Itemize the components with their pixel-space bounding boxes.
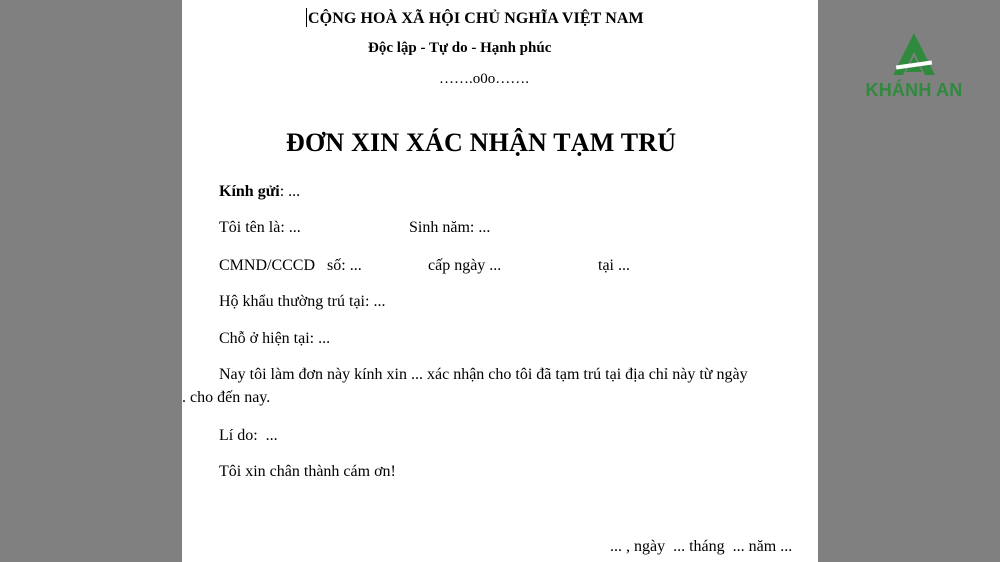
recipient-label: Kính gửi bbox=[219, 183, 280, 200]
document-title: ĐƠN XIN XÁC NHẬN TẠM TRÚ bbox=[286, 128, 677, 157]
national-motto: Độc lập - Tự do - Hạnh phúc bbox=[368, 40, 552, 56]
triangle-mountain-icon bbox=[858, 30, 970, 80]
brand-name: KHÁNH AN bbox=[865, 80, 963, 100]
national-title-text: CỘNG HOÀ XÃ HỘI CHỦ NGHĨA VIỆT NAM bbox=[308, 10, 644, 27]
header-ornament: …….o0o……. bbox=[439, 71, 529, 87]
id-number-field: CMND/CCCD số: ... bbox=[219, 257, 362, 274]
national-title bbox=[306, 8, 644, 28]
text-cursor bbox=[306, 8, 307, 27]
issue-date-field: cấp ngày ... bbox=[428, 257, 502, 274]
name-field: Tôi tên là: ... bbox=[219, 219, 301, 236]
date-line: ... , ngày ... tháng ... năm ... bbox=[610, 538, 793, 555]
birth-year-field: Sinh năm: ... bbox=[409, 219, 491, 236]
current-address-field: Chỗ ở hiện tại: ... bbox=[219, 330, 331, 347]
permanent-address-field: Hộ khẩu thường trú tại: ... bbox=[219, 293, 386, 310]
reason-field: Lí do: ... bbox=[219, 427, 278, 444]
issue-place-field: tại ... bbox=[598, 257, 630, 274]
recipient-value: : ... bbox=[279, 183, 301, 200]
brand-logo bbox=[858, 30, 970, 106]
thanks-line: Tôi xin chân thành cám ơn! bbox=[219, 463, 396, 480]
request-text-line1: Nay tôi làm đơn này kính xin ... xác nhận cho tôi đã tạm trú tại địa chỉ này từ ngày bbox=[219, 366, 748, 383]
request-text-line2: . cho đến nay. bbox=[182, 389, 271, 406]
document-page bbox=[182, 0, 818, 562]
recipient-line bbox=[219, 183, 300, 201]
